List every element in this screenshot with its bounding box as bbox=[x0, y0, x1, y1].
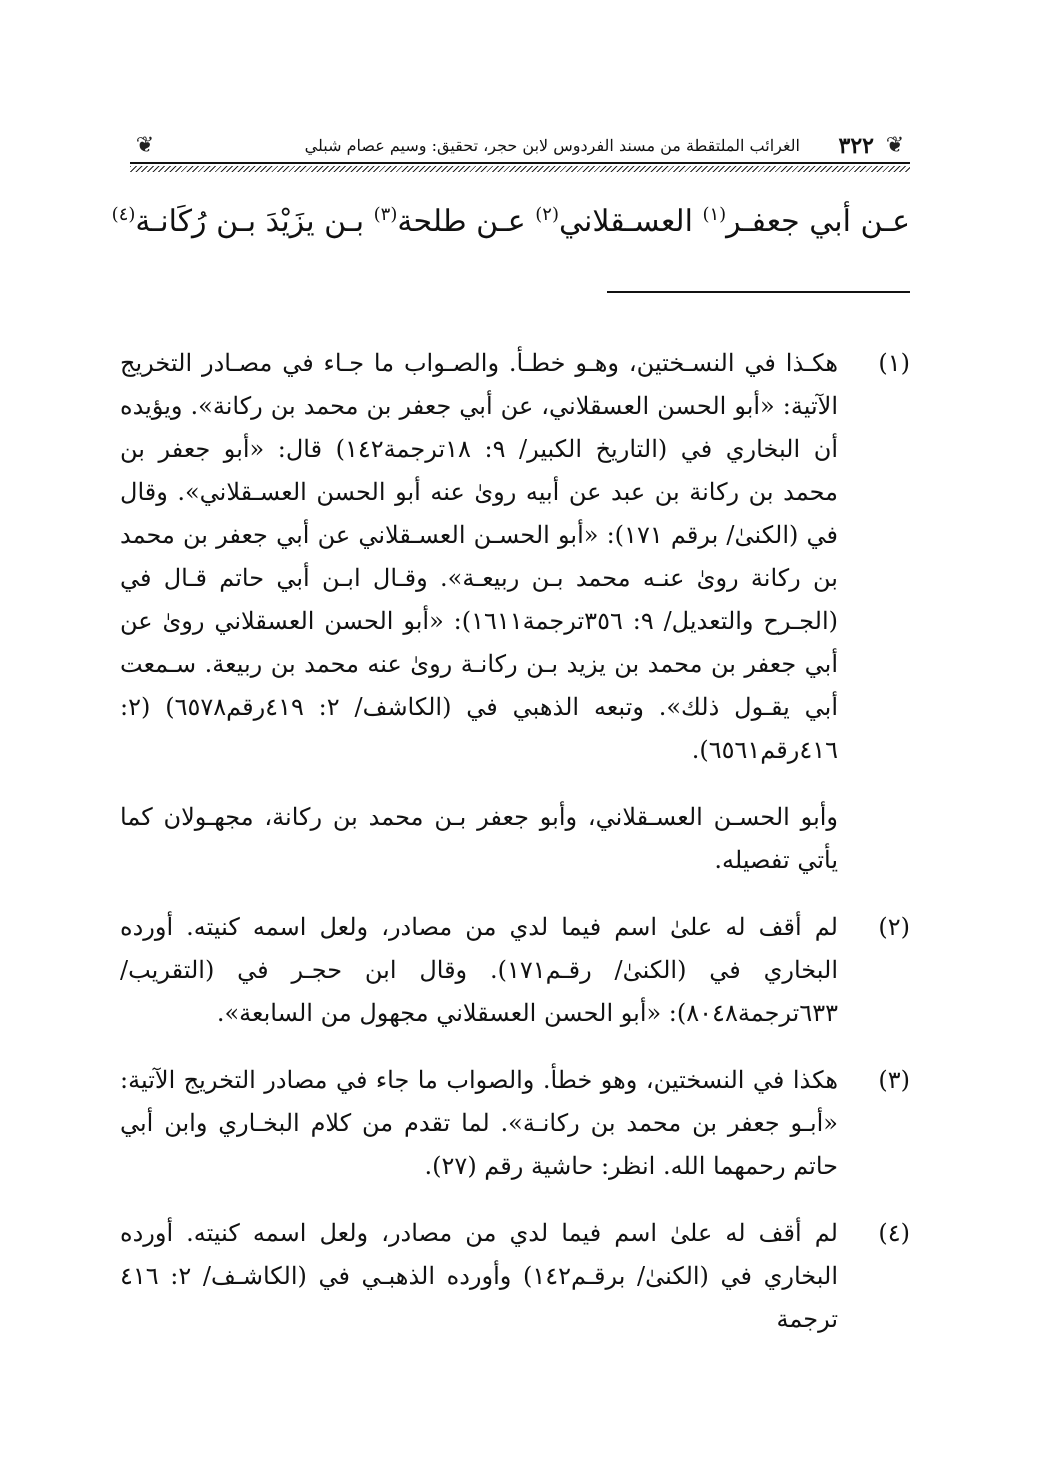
running-title: الغرائب الملتقطة من مسند الفردوس لابن حجر، تحقيق: وسيم عصام شبلي bbox=[304, 136, 800, 155]
floral-ornament-icon: ❦ bbox=[135, 133, 155, 158]
page-header bbox=[130, 128, 910, 176]
footnote bbox=[120, 342, 910, 882]
footnote-separator bbox=[607, 291, 910, 293]
footnote-ref: (١) bbox=[702, 204, 727, 225]
footnote-number: (١) bbox=[878, 349, 910, 377]
footnote bbox=[120, 906, 910, 1035]
footnotes bbox=[120, 318, 910, 1365]
footnote-number: (٤) bbox=[878, 1219, 910, 1247]
footnote bbox=[120, 1059, 910, 1188]
footnote-number: (٣) bbox=[878, 1066, 910, 1094]
text-fragment: بـن يزَيْدَ بـن رُكَانـة bbox=[135, 204, 374, 239]
footnote-text: لم أقف له علىٰ اسم فيما لدي من مصادر، ولعل اسمه كنيته. أورده البخاري في (الكنىٰ/ رقـم١٧١). وقال ابن حجـر في (التقريب/ ٦٣٣ترجمة٨٠٤٨): «أبو الحسن العسقلاني مجهول من السابعة». bbox=[120, 913, 838, 1027]
text-fragment: عـن أبي جعفـر bbox=[726, 204, 910, 239]
footnote-continuation: وأبو الحسـن العسـقلاني، وأبو جعفر بـن محمد بن ركانة، مجهـولان كما يأتي تفصيله. bbox=[120, 803, 838, 874]
footnote-number: (٢) bbox=[878, 913, 910, 941]
footnote bbox=[120, 1212, 910, 1341]
footnote-ref: (٤) bbox=[111, 204, 136, 225]
footnote-text: لم أقف له علىٰ اسم فيما لدي من مصادر، ولعل اسمه كنيته. أورده البخاري في (الكنىٰ/ برقـم١٤٢) وأورده الذهبـي في (الكاشـف/ ٢: ٤١٦ ترجمة bbox=[120, 1219, 838, 1333]
footnote-ref: (٣) bbox=[373, 204, 398, 225]
header-hatch-band bbox=[130, 166, 910, 172]
main-text-line bbox=[111, 194, 910, 250]
text-fragment: عـن طلحة bbox=[397, 204, 536, 239]
footnote-text: هكـذا في النسـختين، وهـو خطـأ. والصـواب ما جـاء في مصـادر التخريج الآتية: «أبو الحسن العسقلاني، عن أبي جعفر بن محمد بن ركانة». ويؤيده أن البخاري في (التاريخ الكبير/ ٩: ١٨ترجمة١٤٢) قال: «أبو جعفر بن محمد بن ركانة بن عبد عن أبيه روىٰ عنه أبو الحسن العسـقلاني». وقال في (الكنىٰ/ برقم ١٧١): «أبو الحسـن العسـقلاني عن أبي جعفر بن محمد بن ركانة روىٰ عنـه محمد بـن ربيعـة». وقـال ابـن أبي حاتم قـال في (الجـرح والتعديل/ ٩: ٣٥٦ترجمة١٦١١): «أبو الحسن العسقلاني روىٰ عن أبي جعفر بن محمد بن يزيد بـن ركانـة روىٰ عنه محمد بن ربيعة. سـمعت أبي يقـول ذلك». وتبعه الذهبي في (الكاشف/ ٢: ٤١٩رقم٦٥٧٨) (٢: ٤١٦رقم٦٥٦١). bbox=[120, 349, 839, 764]
footnote-ref: (٢) bbox=[535, 204, 559, 225]
footnote-text: هكذا في النسختين، وهو خطأ. والصواب ما جاء في مصادر التخريج الآتية: «أبـو جعفر بن محمد بن ركانـة». لما تقدم من كلام البخـاري وابن أبي حاتم رحمهما الله. انظر: حاشية رقم (٢٧). bbox=[120, 1066, 838, 1180]
page-number: ٣٢٢ bbox=[838, 133, 874, 159]
text-fragment: العسـقلاني bbox=[558, 204, 703, 239]
floral-ornament-icon: ❦ bbox=[885, 133, 905, 158]
header-rule bbox=[130, 162, 910, 164]
